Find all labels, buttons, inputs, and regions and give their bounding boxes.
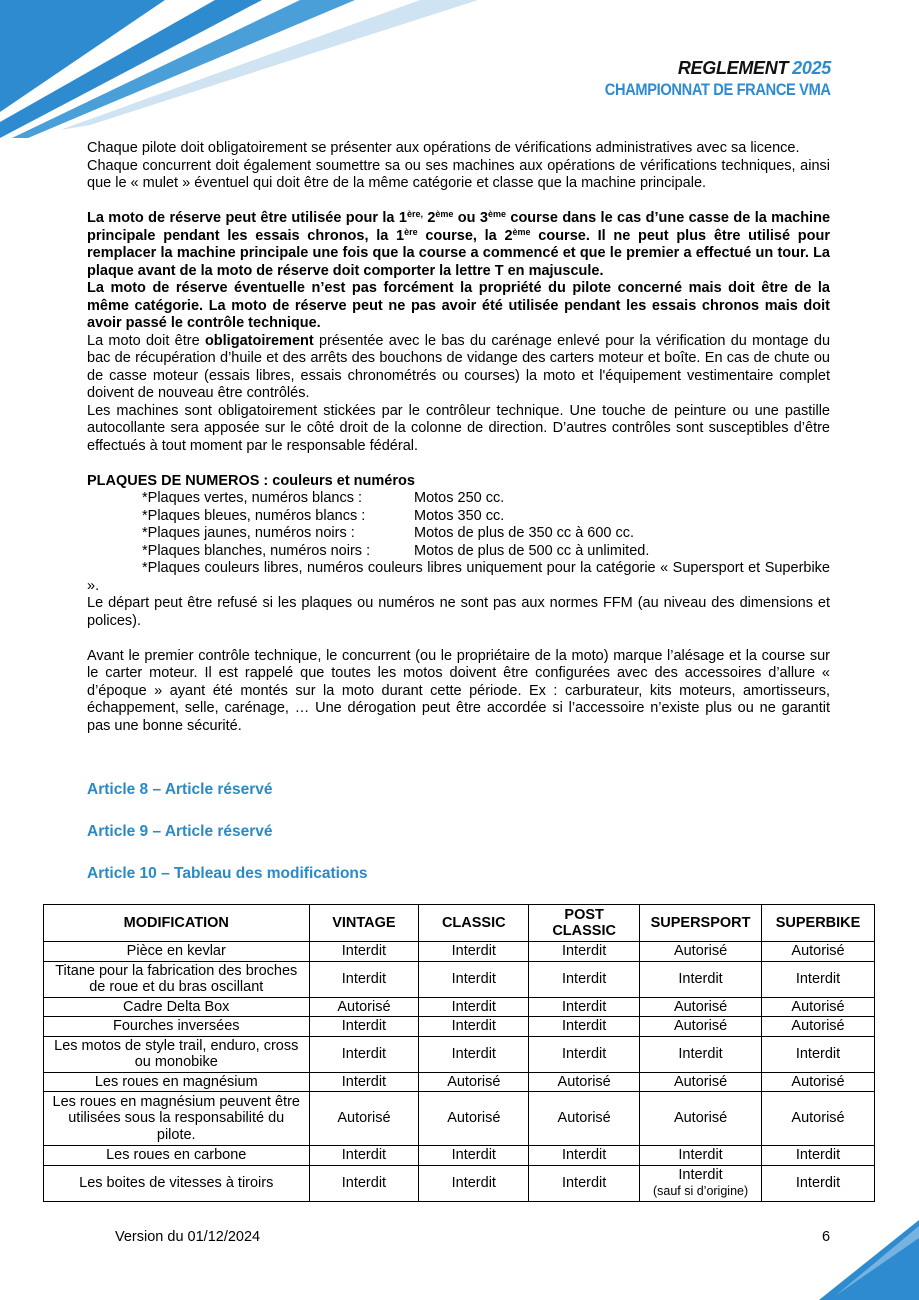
modifications-table bbox=[43, 904, 875, 1202]
plaque-row: *Plaques blanches, numéros noirs : Motos de plus de 500 cc à unlimited. bbox=[142, 542, 650, 559]
controle-paragraph: Avant le premier contrôle technique, le concurrent (ou le propriétaire de la moto) marque l’alésage et la course sur le carter moteur. Il est rappelé que toutes les motos doivent être configurées avec des accessoires d’allure « d’époque » ayant été montés sur la moto durant cette période. Ex : carburateur, kits moteurs, amortisseurs, échappement, selle, carénage, … Une dérogation peut être accordée si l’accessoire n’existe plus ou ne garantit pas une bonne sécurité. bbox=[87, 647, 830, 734]
table-row: Titane pour la fabrication des broches de roue et du bras oscillant Interdit Interdit Interdit Interdit Interdit bbox=[44, 961, 875, 997]
supersport-cell-with-note: Interdit (sauf si d’origine) bbox=[640, 1165, 762, 1201]
article-9-heading: Article 9 – Article réservé bbox=[87, 823, 273, 840]
column-header: POST CLASSIC bbox=[529, 905, 640, 942]
plaques-heading: PLAQUES DE NUMEROS : couleurs et numéros bbox=[87, 472, 415, 489]
header-subtitle: CHAMPIONNAT DE FRANCE VMA bbox=[605, 80, 831, 99]
cell-note: (sauf si d’origine) bbox=[652, 1184, 749, 1198]
table-row: Les roues en carbone Interdit Interdit Interdit Interdit Interdit bbox=[44, 1146, 875, 1166]
main-content bbox=[87, 140, 830, 735]
footer-corner-graphic bbox=[819, 1220, 919, 1300]
article-10-heading: Article 10 – Tableau des modifications bbox=[87, 865, 368, 882]
page-number: 6 bbox=[822, 1229, 831, 1245]
reserve-paragraph-1: La moto de réserve peut être utilisée pour la $1^{ère,}$ 2ème ou 3ème course dans le cas d’une casse de la machine principale pendant les essais chronos, la 1ère course, la 2ème course. Il ne peut plus être utilisé pour remplacer la machine principale une fois que la course a commencé et que le premier a effectué un tour. La plaque avant de la moto de réserve doit comporter la lettre T en majuscule. bbox=[87, 209, 831, 279]
table-header-row bbox=[44, 905, 875, 942]
column-header: CLASSIC bbox=[419, 905, 529, 942]
table-row: Pièce en kevlar Interdit Interdit Interdit Autorisé Autorisé bbox=[44, 942, 875, 962]
carenage-paragraph: La moto doit être obligatoirement présentée avec le bas du carénage enlevé pour la vérification du montage du bac de récupération d’huile et des arrêts des bouchons de vidange des carters moteur et boîte. En cas de chute ou de casse moteur (essais libres, essais chronométrés ou courses) la moto et l'équipement vestimentaire complet doivent de nouveau être contrôlés. bbox=[87, 332, 831, 401]
document-header bbox=[568, 57, 831, 101]
plaque-row: *Plaques jaunes, numéros noirs : Motos de plus de 350 cc à 600 cc. bbox=[142, 525, 635, 541]
table-row: Les roues en magnésium Interdit Autorisé Autorisé Autorisé Autorisé bbox=[44, 1072, 875, 1092]
column-header: VINTAGE bbox=[309, 905, 419, 942]
table-row: Cadre Delta Box Autorisé Interdit Interdit Autorisé Autorisé bbox=[44, 997, 875, 1017]
table-row: Les roues en magnésium peuvent être utilisées sous la responsabilité du pilote. Autorisé Autorisé Autorisé Autorisé Autorisé bbox=[44, 1092, 875, 1146]
article-8-heading: Article 8 – Article réservé bbox=[87, 781, 273, 798]
column-header: MODIFICATION bbox=[44, 905, 310, 942]
sticker-paragraph: Les machines sont obligatoirement stickées par le contrôleur technique. Une touche de peinture ou une pastille autocollante sera apposée sur le côté droit de la colonne de direction. D’autres contrôles sont susceptibles d’être effectués à tout moment par le responsable fédéral. bbox=[87, 402, 830, 454]
table-row: Les boites de vitesses à tiroirs Interdit Interdit Interdit Interdit (sauf si d’origine) Interdit bbox=[44, 1165, 875, 1201]
intro-paragraph-1: Chaque pilote doit obligatoirement se présenter aux opérations de vérifications administratives avec sa licence. bbox=[87, 140, 800, 156]
plaques-libres: *Plaques couleurs libres, numéros couleurs libres uniquement pour la catégorie « Supersport et Superbike ». bbox=[87, 560, 830, 594]
header-year: 2025 bbox=[792, 58, 831, 78]
plaque-row: *Plaques vertes, numéros blancs : Motos 250 cc. bbox=[142, 490, 505, 506]
header-stripes-graphic bbox=[0, 0, 480, 145]
reserve-paragraph-2: La moto de réserve éventuelle n’est pas forcément la propriété du pilote concerné mais doit être de la même catégorie. La moto de réserve peut ne pas avoir été utilisée pendant les essais chronos mais doit avoir passé le contrôle technique. bbox=[87, 280, 830, 331]
table-row: Fourches inversées Interdit Interdit Interdit Autorisé Autorisé bbox=[44, 1017, 875, 1037]
depart-paragraph: Le départ peut être refusé si les plaques ou numéros ne sont pas aux normes FFM (au niveau des dimensions et polices). bbox=[87, 595, 830, 629]
plaque-row: *Plaques bleues, numéros blancs : Motos 350 cc. bbox=[142, 507, 505, 524]
footer-version: Version du 01/12/2024 bbox=[115, 1229, 261, 1245]
header-title: REGLEMENT 2025 bbox=[677, 58, 831, 78]
column-header: SUPERBIKE bbox=[762, 905, 875, 942]
table-row: Les motos de style trail, enduro, cross ou monobike Interdit Interdit Interdit Interdit Interdit bbox=[44, 1036, 875, 1072]
intro-paragraph-2: Chaque concurrent doit également soumettre sa ou ses machines aux opérations de vérifications techniques, ainsi que le « mulet » éventuel qui doit être de la même catégorie et classe que la machine principale. bbox=[87, 157, 830, 191]
column-header: SUPERSPORT bbox=[640, 905, 762, 942]
